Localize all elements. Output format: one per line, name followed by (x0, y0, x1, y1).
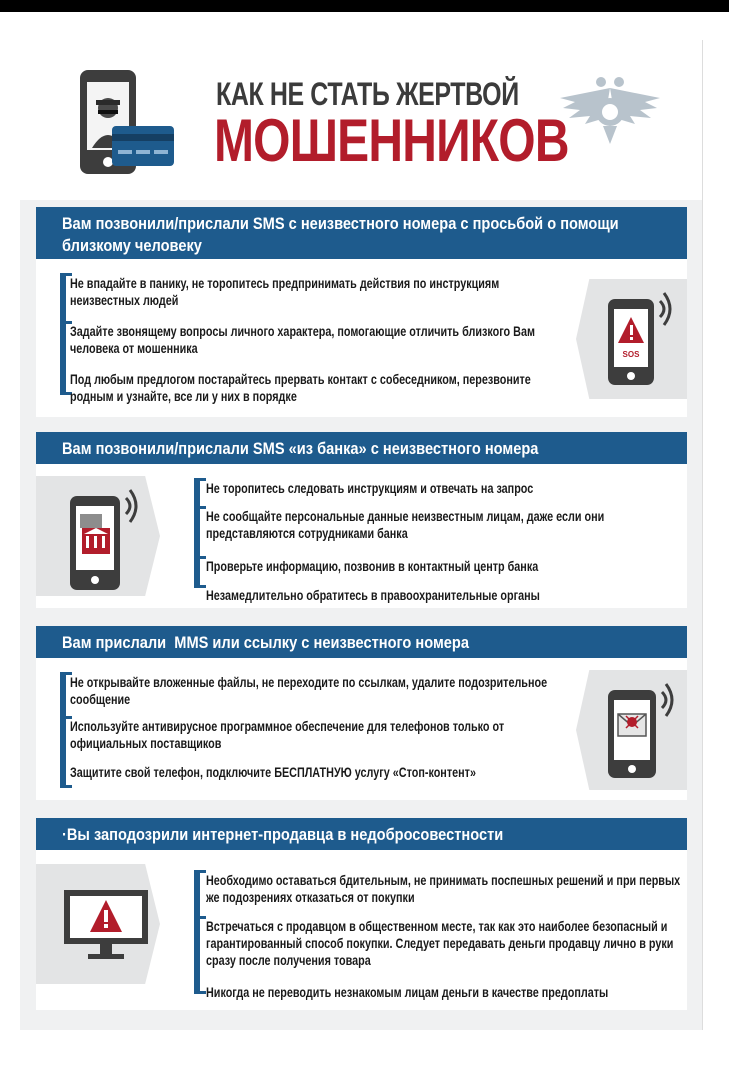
list-item: Проверьте информацию, позвонив в контактный центр банка (206, 559, 539, 574)
eagle-emblem-icon (555, 68, 665, 148)
section-2-panel (36, 464, 687, 608)
phone-fraudster-icon (78, 68, 168, 178)
list-item: Защитите свой телефон, подключите БЕСПЛАТНУЮ услугу «Стоп-контент» (70, 765, 476, 780)
section-1-heading: Вам позвонили/прислали SMS с неизвестного номера с просьбой о помощи близкому человеку (36, 207, 687, 259)
infographic-poster (20, 40, 703, 1030)
section-3-panel (36, 658, 687, 800)
section-1-panel (36, 259, 687, 417)
bracket-line (60, 273, 66, 395)
phone-virus-mail-icon (606, 678, 682, 782)
phone-warning-sos-icon (606, 289, 676, 389)
list-item: Не открывайте вложенные файлы, не переходите по ссылкам, удалите подозрительное сообщение (70, 675, 548, 707)
svg-text:SOS: SOS (622, 350, 640, 359)
phone-bank-icon (68, 484, 148, 594)
monitor-warning-icon (60, 886, 156, 966)
poster-header (20, 40, 702, 200)
list-item: Под любым предлогом постарайтесь прервать контакт с собеседником, перезвоните родным и узнайте, все ли у них в порядке (70, 372, 531, 404)
list-item: Встречаться с продавцом в общественном месте, так как это наиболее безопасный и гарантированный способ покупки. Следует передавать деньги продавцу лично в руки сразу после получения товара (206, 919, 674, 968)
section-4-panel (36, 850, 687, 1010)
list-item: Незамедлительно обратитесь в правоохранительные органы (206, 588, 540, 603)
title-line-1: КАК НЕ СТАТЬ ЖЕРТВОЙ (216, 76, 519, 112)
section-3-heading: Вам прислали MMS или ссылку с неизвестного номера (36, 626, 687, 658)
list-item: Не впадайте в панику, не торопитесь предпринимать действия по инструкциям неизвестных людей (70, 276, 500, 308)
list-item: Задайте звонящему вопросы личного характера, помогающие отличить близкого Вам человека от мошенника (70, 324, 535, 356)
list-item: Используйте антивирусное программное обеспечение для телефонов только от официальных поставщиков (70, 719, 505, 751)
list-item: Необходимо оставаться бдительным, не принимать поспешных решений и при первых же подозрениях отказаться от покупки (206, 873, 681, 905)
list-item: Не торопитесь следовать инструкциям и отвечать на запрос (206, 481, 534, 496)
section-4-heading: ·Вы заподозрили интернет-продавца в недобросовестности (36, 818, 687, 850)
title-line-2: МОШЕННИКОВ (214, 107, 569, 174)
list-item: Никогда не переводить незнакомым лицам деньги в качестве предоплаты (206, 985, 609, 1000)
section-2-heading: Вам позвонили/прислали SMS «из банка» с неизвестного номера (36, 432, 687, 464)
list-item: Не сообщайте персональные данные неизвестным лицам, даже если они представляются сотрудниками банка (206, 509, 605, 541)
top-black-bar (0, 0, 729, 12)
